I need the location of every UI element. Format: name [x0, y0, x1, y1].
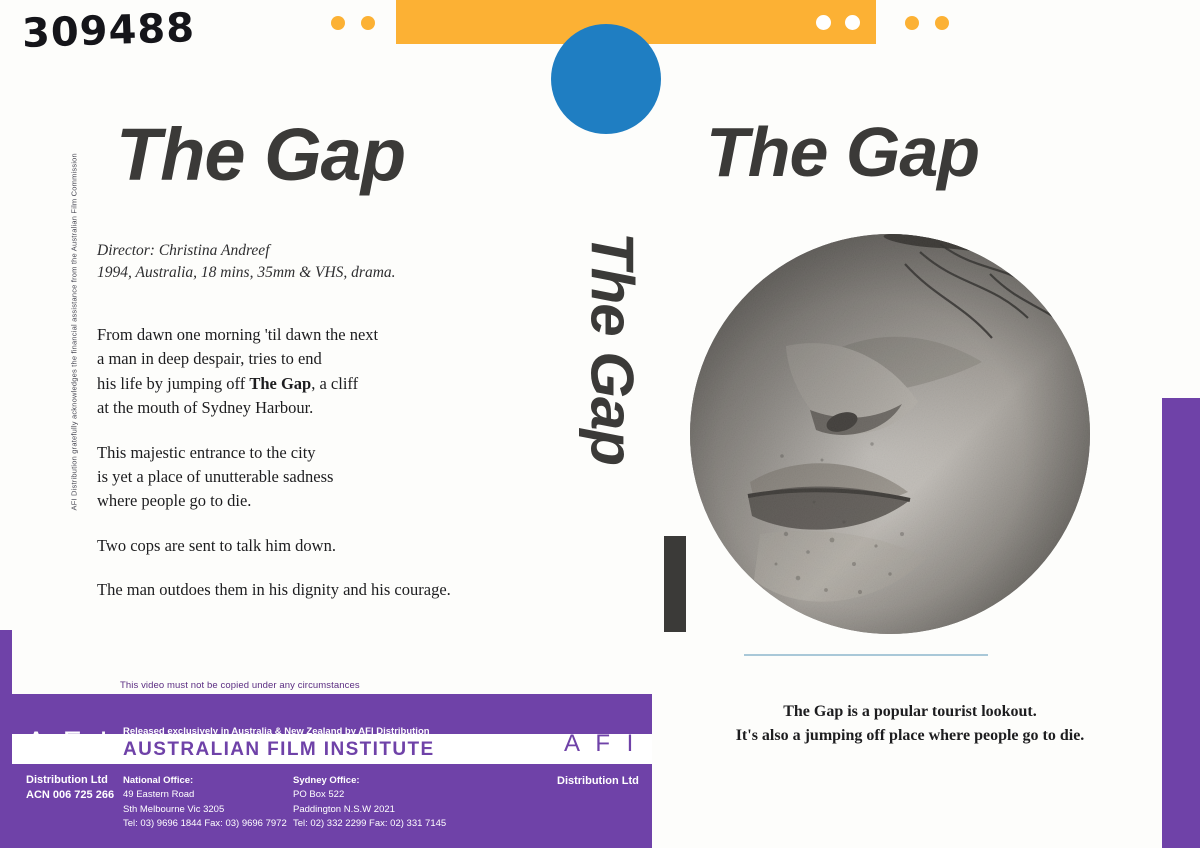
synopsis-1-line-1: From dawn one morning 'til dawn the next: [97, 325, 379, 344]
institute-name: AUSTRALIAN FILM INSTITUTE: [123, 739, 435, 760]
purple-left-bar: [0, 630, 12, 848]
white-dot-1: [816, 15, 831, 30]
director-line: Director: Christina Andreef: [97, 242, 270, 259]
blue-circle-shape: [551, 24, 661, 134]
sydney-office-line-2: Paddington N.S.W 2021: [293, 803, 395, 815]
archive-number: [21, 5, 196, 57]
synopsis-2-line-3: where people go to die.: [97, 491, 252, 511]
afi-logo-left: A F I: [26, 726, 113, 759]
synopsis-1-line-3-bold: The Gap: [249, 373, 312, 393]
film-credits: [97, 240, 396, 285]
national-office-line-2: Sth Melbourne Vic 3205: [123, 803, 225, 815]
page-title: The Gap: [116, 113, 406, 196]
photo-artwork: [690, 234, 1090, 634]
synopsis-text: [97, 323, 497, 623]
synopsis-1-line-4: at the mouth of Sydney Harbour.: [97, 398, 314, 418]
sydney-office-heading: Sydney Office:: [293, 775, 360, 786]
purple-right-bar: [1162, 398, 1200, 848]
orange-dot-3: [905, 16, 919, 30]
sydney-office-block: [293, 774, 446, 831]
synopsis-paragraph-3: Two cops are sent to talk him down.: [97, 535, 336, 555]
side-credit-text: AFI Distribution gratefully acknowledges the financial assistance from the Australian Film Commission: [69, 153, 79, 511]
photo-caption-line-2: It's also a jumping off place where people go to die.: [735, 727, 1085, 744]
page-title-vertical: The Gap: [578, 231, 646, 466]
afi-distribution-left-label: Distribution Ltd: [26, 774, 108, 786]
white-dot-2: [845, 15, 860, 30]
afi-logo-left-rule: [26, 762, 98, 764]
film-details-line: 1994, Australia, 18 mins, 35mm & VHS, drama.: [97, 264, 396, 282]
thin-rule: [744, 654, 988, 656]
orange-dot-1: [331, 16, 345, 30]
synopsis-2-line-2: is yet a place of unutterable sadness: [97, 467, 334, 487]
photo-caption: [700, 700, 1120, 748]
national-office-block: [123, 774, 287, 831]
released-line: Released exclusively in Australia & New Zealand by AFI Distribution: [123, 726, 430, 737]
national-office-line-3: Tel: 03) 9696 1844 Fax: 03) 9696 7972: [123, 817, 287, 829]
national-office-line-1: 49 Eastern Road: [123, 789, 195, 801]
synopsis-paragraph-4: The man outdoes them in his dignity and his courage.: [97, 580, 451, 600]
afi-logo-right-rule: [564, 760, 632, 762]
synopsis-1-line-3-post: , a cliff: [311, 373, 359, 393]
photo-caption-line-1: The Gap is a popular tourist lookout.: [783, 703, 1037, 720]
dark-accent-bar: [664, 536, 686, 632]
afi-distribution-right: Distribution Ltd: [557, 775, 639, 787]
film-still-photo: [690, 234, 1090, 634]
archive-number-text: 309488: [21, 4, 196, 58]
afi-logo-right: A F I: [564, 730, 639, 757]
copy-warning: This video must not be copied under any circumstances: [120, 680, 360, 691]
synopsis-paragraph-2: [97, 441, 497, 514]
synopsis-1-line-3-pre: his life by jumping off: [97, 373, 250, 393]
orange-dot-2: [361, 16, 375, 30]
page-title-right: The Gap: [706, 113, 980, 191]
sydney-office-line-1: PO Box 522: [293, 789, 345, 801]
sydney-office-line-3: Tel: 02) 332 2299 Fax: 02) 331 7145: [293, 817, 447, 829]
orange-dot-4: [935, 16, 949, 30]
synopsis-paragraph-1: [97, 323, 497, 421]
afi-acn: ACN 006 725 266: [26, 788, 115, 801]
national-office-heading: National Office:: [123, 775, 194, 786]
synopsis-1-line-2: a man in deep despair, tries to end: [97, 349, 322, 369]
synopsis-2-line-1: This majestic entrance to the city: [97, 442, 316, 462]
afi-distribution-left: [26, 773, 114, 803]
